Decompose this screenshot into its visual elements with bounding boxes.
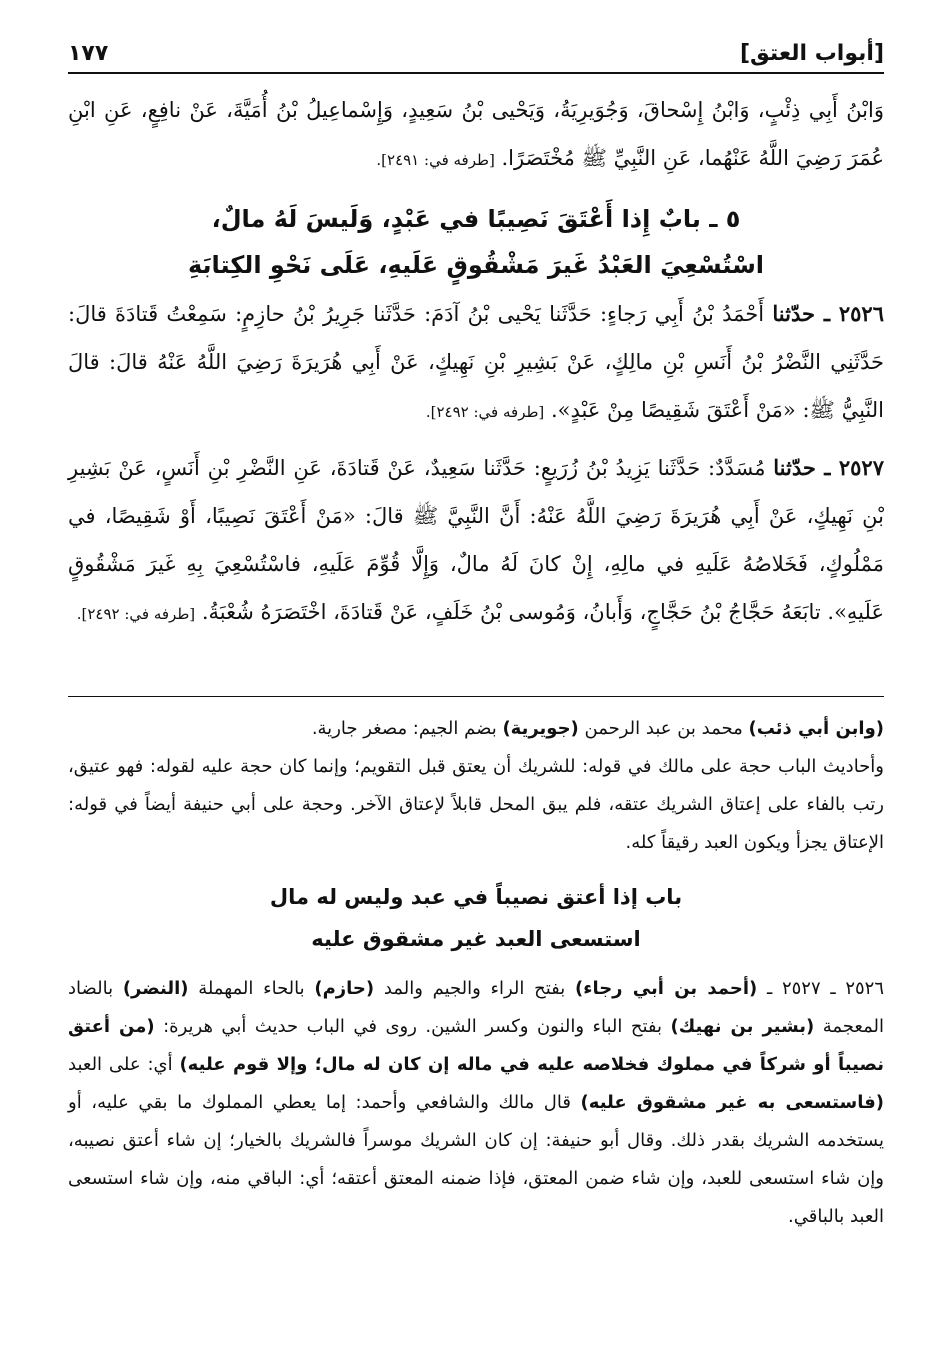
- commentary-chapter-line-2: استسعى العبد غير مشقوق عليه: [311, 927, 641, 951]
- commentary-quote: (فاستسعى به غير مشقوق عليه): [580, 1092, 884, 1113]
- page-header: [68, 30, 884, 74]
- commentary-paragraph-1: [68, 710, 884, 748]
- hadith-2526: [68, 290, 884, 436]
- commentary-term: (حازم): [314, 978, 375, 999]
- commentary-text: بضم الجيم: مصغر جارية.: [311, 718, 503, 739]
- chapter-heading-line-1: ٥ ـ بابٌ إِذا أَعْتَقَ نَصِيبًا في عَبْدٍ، وَلَيسَ لَهُ مالٌ،: [211, 205, 741, 233]
- chapter-heading-line-2: اسْتُسْعِيَ العَبْدُ غَيرَ مَشْقُوقٍ عَلَيهِ، عَلَى نَحْوِ الكِتابَةِ: [187, 251, 765, 279]
- main-text: [68, 86, 884, 646]
- commentary-text: وأحاديث الباب حجة على مالك في قوله: للشريك أن يعتق قبل التقويم؛ وإنما كان حجة عليه لقوله: فهو عتيق، رتب بالفاء على إعتاق الشريك عتقه، فلم يبق المحل قابلاً لإعتاق الآخر. وحجة على أبي حنيفة أيضاً في قوله: الإعتاق يجزأ ويكون العبد رقيقاً كله.: [68, 756, 884, 853]
- chapter-heading: [68, 196, 884, 288]
- hadith-2527-reference: [طرفه في: ٢٤٩٢].: [76, 605, 196, 623]
- hadith-2527-text: مُسَدَّدٌ: حَدَّثَنا يَزِيدُ بْنُ زُرَيعٍ: حَدَّثَنا سَعِيدٌ، عَنْ قَتادَةَ، عَنِ النَّضْرِ بْنِ أَنَسٍ، عَنْ بَشِيرِ بْنِ نَهِيكٍ، عَنْ أَبِي هُرَيرَةَ رَضِيَ اللَّهُ عَنْهُ: أَنَّ النَّبِيَّ ﷺ قالَ: «مَنْ أَعْتَقَ نَصِيبًا، أَوْ شَقِيصًا، في مَمْلُوكٍ، فَخَلاصُهُ عَلَيهِ في مالِهِ، إِنْ كانَ لَهُ مالٌ، وَإِلَّا قُوِّمَ عَلَيهِ، فاسْتُسْعِيَ بِهِ غَيرَ مَشْقُوقٍ عَلَيهِ». تابَعَهُ حَجَّاجُ بْنُ حَجَّاجٍ، وَأَبانُ، وَمُوسى بْنُ خَلَفٍ، عَنْ قَتادَةَ، اخْتَصَرَهُ شُعْبَةُ.: [68, 456, 884, 624]
- hadith-2526-text: أَحْمَدُ بْنُ أَبِي رَجاءٍ: حَدَّثَنا يَحْيى بْنُ آدَمَ: حَدَّثَنا جَرِيرُ بْنُ حازِمٍ: سَمِعْتُ قَتادَةَ قالَ: حَدَّثَنِي النَّضْرُ بْنُ أَنَسِ بْنِ مالِكٍ، عَنْ بَشِيرِ بْنِ نَهِيكٍ، عَنْ أَبِي هُرَيرَةَ رَضِيَ اللَّهُ عَنْهُ قالَ: قالَ النَّبِيُّ ﷺ: «مَنْ أَعْتَقَ شَقِيصًا مِنْ عَبْدٍ».: [68, 302, 884, 422]
- hadith-2526-reference: [طرفه في: ٢٤٩٢].: [425, 403, 545, 421]
- hadith-2526-number: ٢٥٢٦ ـ حدّثنا: [772, 301, 884, 326]
- intro-paragraph: [68, 86, 884, 184]
- commentary-term: (أحمد بن أبي رجاء): [575, 978, 758, 999]
- commentary-term: (بشير بن نهيك): [670, 1016, 815, 1037]
- commentary-text: محمد بن عبد الرحمن: [578, 718, 749, 739]
- commentary-text: أي: على العبد: [68, 1054, 180, 1075]
- commentary-section: [68, 710, 884, 1236]
- commentary-term: (النضر): [122, 978, 189, 999]
- commentary-text: بفتح الباء والنون وكسر الشين. روى في الباب حديث أبي هريرة:: [154, 1016, 671, 1037]
- commentary-text: بالحاء المهملة: [188, 978, 315, 999]
- commentary-term: (جويرية): [502, 718, 579, 739]
- commentary-term: (وابن أبي ذئب): [748, 718, 884, 739]
- commentary-chapter-heading: [68, 876, 884, 960]
- commentary-text: بالضاد المعجمة: [68, 978, 885, 1037]
- intro-text: وَابْنُ أَبِي ذِئْبٍ، وَابْنُ إِسْحاقَ، وَجُوَيرِيَةُ، وَيَحْيى بْنُ سَعِيدٍ، وَإِسْماعِيلُ بْنُ أُمَيَّةَ، عَنْ نافِعٍ، عَنِ ابْنِ عُمَرَ رَضِيَ اللَّهُ عَنْهُما، عَنِ النَّبِيِّ ﷺ مُخْتَصَرًا.: [68, 98, 885, 170]
- hadith-2527-number: ٢٥٢٧ ـ حدّثنا: [773, 455, 884, 480]
- commentary-hadith-numbers: ٢٥٢٦ ـ ٢٥٢٧ ـ: [757, 978, 884, 999]
- commentary-quote: (من أعتق نصيباً أو شركاً في مملوك فخلاصه عليه في ماله إن كان له مال؛ وإلا قوم عليه): [68, 1016, 884, 1075]
- running-title: [أبواب العتق]: [739, 41, 884, 66]
- footnote-divider: [68, 696, 884, 697]
- intro-reference: [طرفه في: ٢٤٩١].: [376, 151, 495, 169]
- hadith-2527: [68, 444, 884, 638]
- commentary-text: بفتح الراء والجيم والمد: [374, 978, 576, 999]
- commentary-text: قال مالك والشافعي وأحمد: إما يعطي المملوك ما بقي عليه، أو يستخدمه الشريك بقدر ذلك. وقال أبو حنيفة: إن كان الشريك موسراً فالشريك بالخيار؛ إن شاء أعتق نصيبه، وإن شاء استسعى للعبد، وإن شاء ضمن المعتق، فإذا ضمنه المعتق أعتقه؛ أي: الباقي منه، وإن شاء استسعى العبد بالباقي.: [68, 1092, 884, 1227]
- commentary-paragraph-3: [68, 970, 884, 1236]
- commentary-chapter-line-1: باب إذا أعتق نصيباً في عبد وليس له مال: [269, 885, 683, 909]
- commentary-paragraph-2: [68, 748, 884, 862]
- page-number: ١٧٧: [68, 41, 109, 66]
